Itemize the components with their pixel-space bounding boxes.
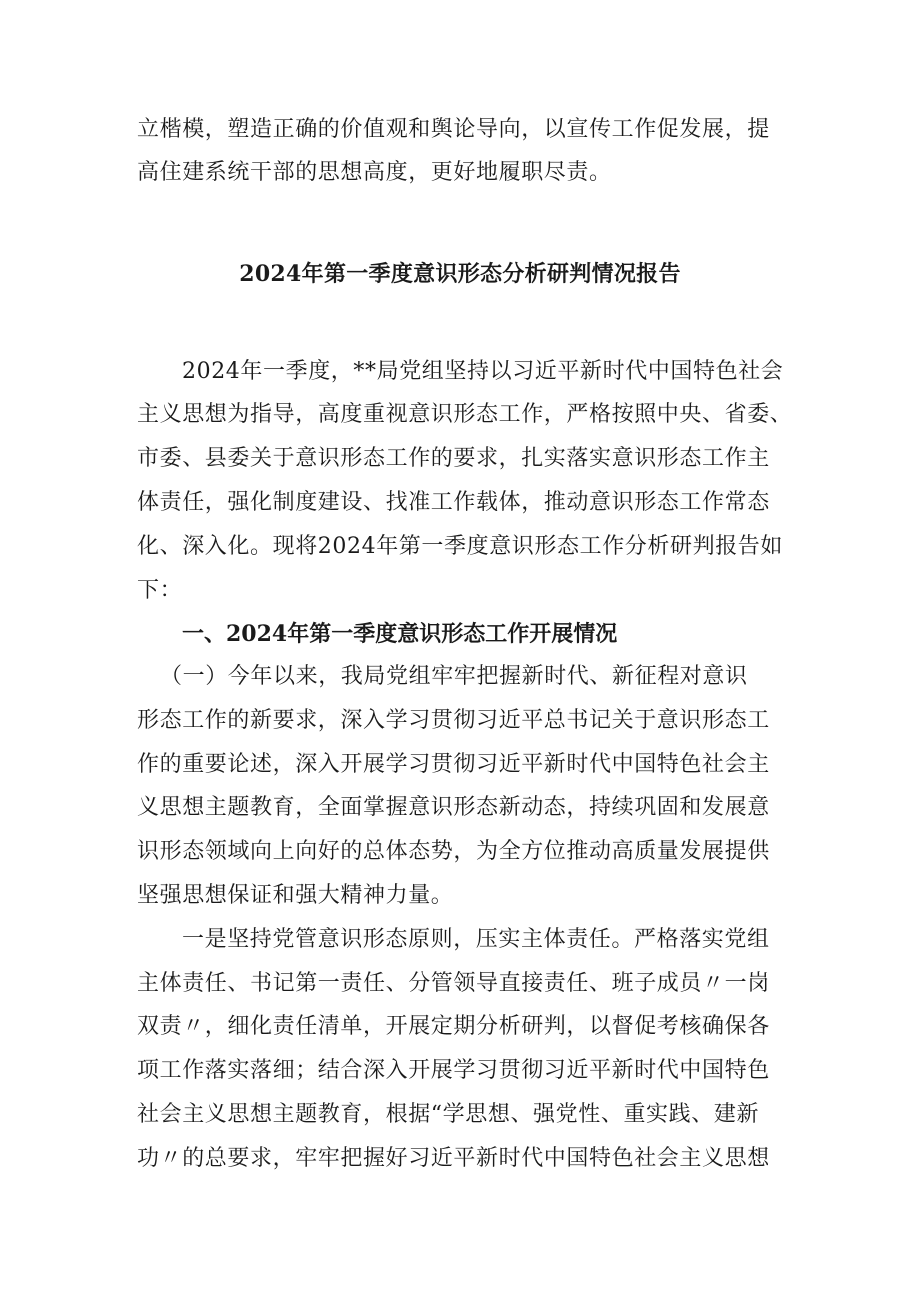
section-heading: 一、2024年第一季度意识形态工作开展情况 xyxy=(182,621,618,647)
paragraph-line: 双责〃，细化责任清单，开展定期分析研判，以督促考核确保各 xyxy=(137,1014,770,1039)
paragraph-line: 识形态领域向上向好的总体态势，为全方位推动高质量发展提供 xyxy=(137,839,770,864)
paragraph-line: 主体责任、书记第一责任、分管领导直接责任、班子成员〃一岗 xyxy=(137,971,770,996)
paragraph-line: 功〃的总要求，牢牢把握好习近平新时代中国特色社会主义思想 xyxy=(137,1146,770,1171)
paragraph-line: 一是坚持党管意识形态原则，压实主体责任。严格落实党组 xyxy=(182,927,770,952)
paragraph-line: 项工作落实落细；结合深入开展学习贯彻习近平新时代中国特色 xyxy=(137,1058,770,1083)
paragraph-line: （一）今年以来，我局党组牢牢把握新时代、新征程对意识 xyxy=(160,664,748,689)
paragraph-line: 社会主义思想主题教育，根据“学思想、强党性、重实践、建新 xyxy=(137,1102,760,1127)
carryover-line: 立楷模，塑造正确的价值观和舆论导向，以宣传工作促发展，提 xyxy=(137,117,770,142)
carryover-line: 高住建系统干部的思想高度，更好地履职尽责。 xyxy=(137,160,612,185)
report-title: 2024年第一季度意识形态分析研判情况报告 xyxy=(239,261,681,287)
intro-line: 主义思想为指导，高度重视意识形态工作，严格按照中央、省委、 xyxy=(137,402,793,427)
paragraph-line: 作的重要论述，深入开展学习贯彻习近平新时代中国特色社会主 xyxy=(137,752,770,777)
paragraph-line: 义思想主题教育，全面掌握意识形态新动态，持续巩固和发展意 xyxy=(137,795,770,820)
paragraph-line: 坚强思想保证和强大精神力量。 xyxy=(137,883,454,908)
intro-line: 市委、县委关于意识形态工作的要求，扎实落实意识形态工作主 xyxy=(137,446,770,471)
intro-line: 体责任，强化制度建设、找准工作载体，推动意识形态工作常态 xyxy=(137,490,770,515)
intro-line: 化、深入化。现将2024年第一季度意识形态工作分析研判报告如 xyxy=(137,534,783,559)
intro-line: 2024年一季度，**局党组坚持以习近平新时代中国特色社会 xyxy=(182,359,784,384)
intro-line: 下： xyxy=(137,578,183,603)
paragraph-line: 形态工作的新要求，深入学习贯彻习近平总书记关于意识形态工 xyxy=(137,708,770,733)
